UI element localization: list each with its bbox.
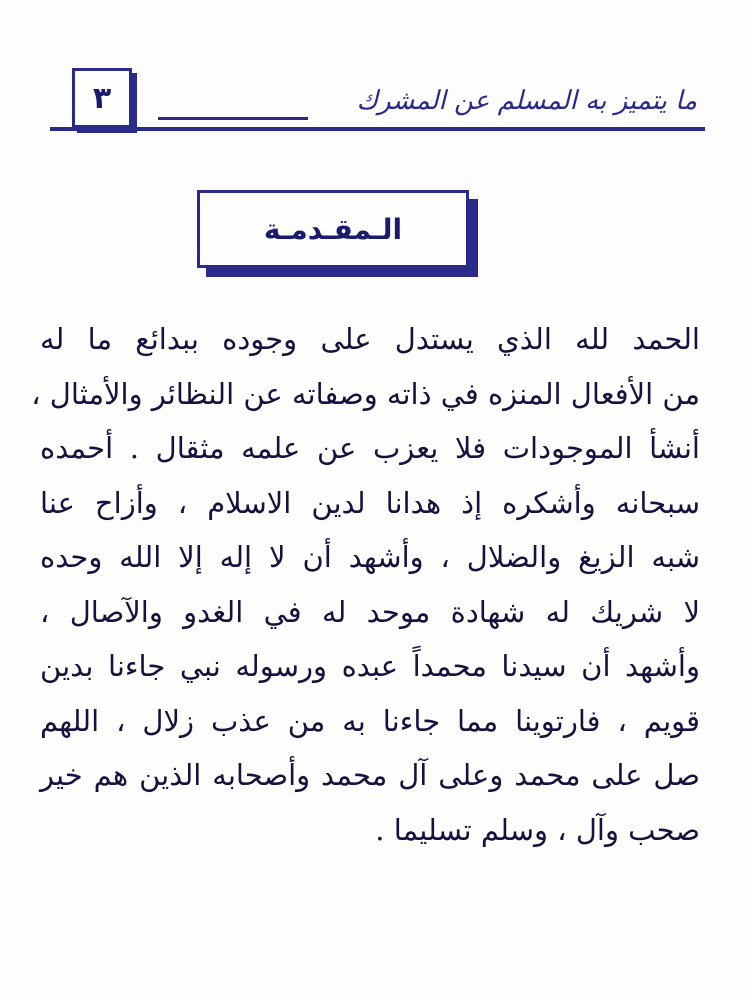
body-text <box>31 312 700 857</box>
body-line: الحمد لله الذي يستدل على وجوده ببدائع ما له <box>40 322 700 356</box>
header-rule <box>50 127 705 131</box>
running-title: ما يتميز به المسلم عن المشرك <box>356 86 697 116</box>
section-title: الـمقـدمـة <box>263 212 403 246</box>
body-line: صحب وآل ، وسلم تسليما . <box>375 812 700 847</box>
body-line: وأشهد أن سيدنا محمداً عبده ورسوله نبي جاءنا بدين <box>40 649 700 683</box>
body-line: من الأفعال المنزه في ذاته وصفاته عن النظائر والأمثال ، <box>31 376 700 411</box>
header-dash <box>158 117 308 120</box>
page-number: ٣ <box>92 80 112 116</box>
body-line: أنشأ الموجودات فلا يعزب عن علمه مثقال . أحمده <box>40 431 700 465</box>
page-number-box <box>72 68 132 128</box>
section-title-box <box>197 190 469 268</box>
body-line: شبه الزيغ والضلال ، وأشهد أن لا إله إلا الله وحده <box>40 540 700 574</box>
body-line: سبحانه وأشكره إذ هدانا لدين الاسلام ، وأزاح عنا <box>40 485 700 520</box>
body-line: قويم ، فارتوينا مما جاءنا به من عذب زلال ، اللهم <box>40 703 700 738</box>
body-line: لا شريك له شهادة موحد له في الغدو والآصال ، <box>40 594 700 629</box>
body-line: صل على محمد وعلى آل محمد وأصحابه الذين هم خير <box>40 758 700 792</box>
